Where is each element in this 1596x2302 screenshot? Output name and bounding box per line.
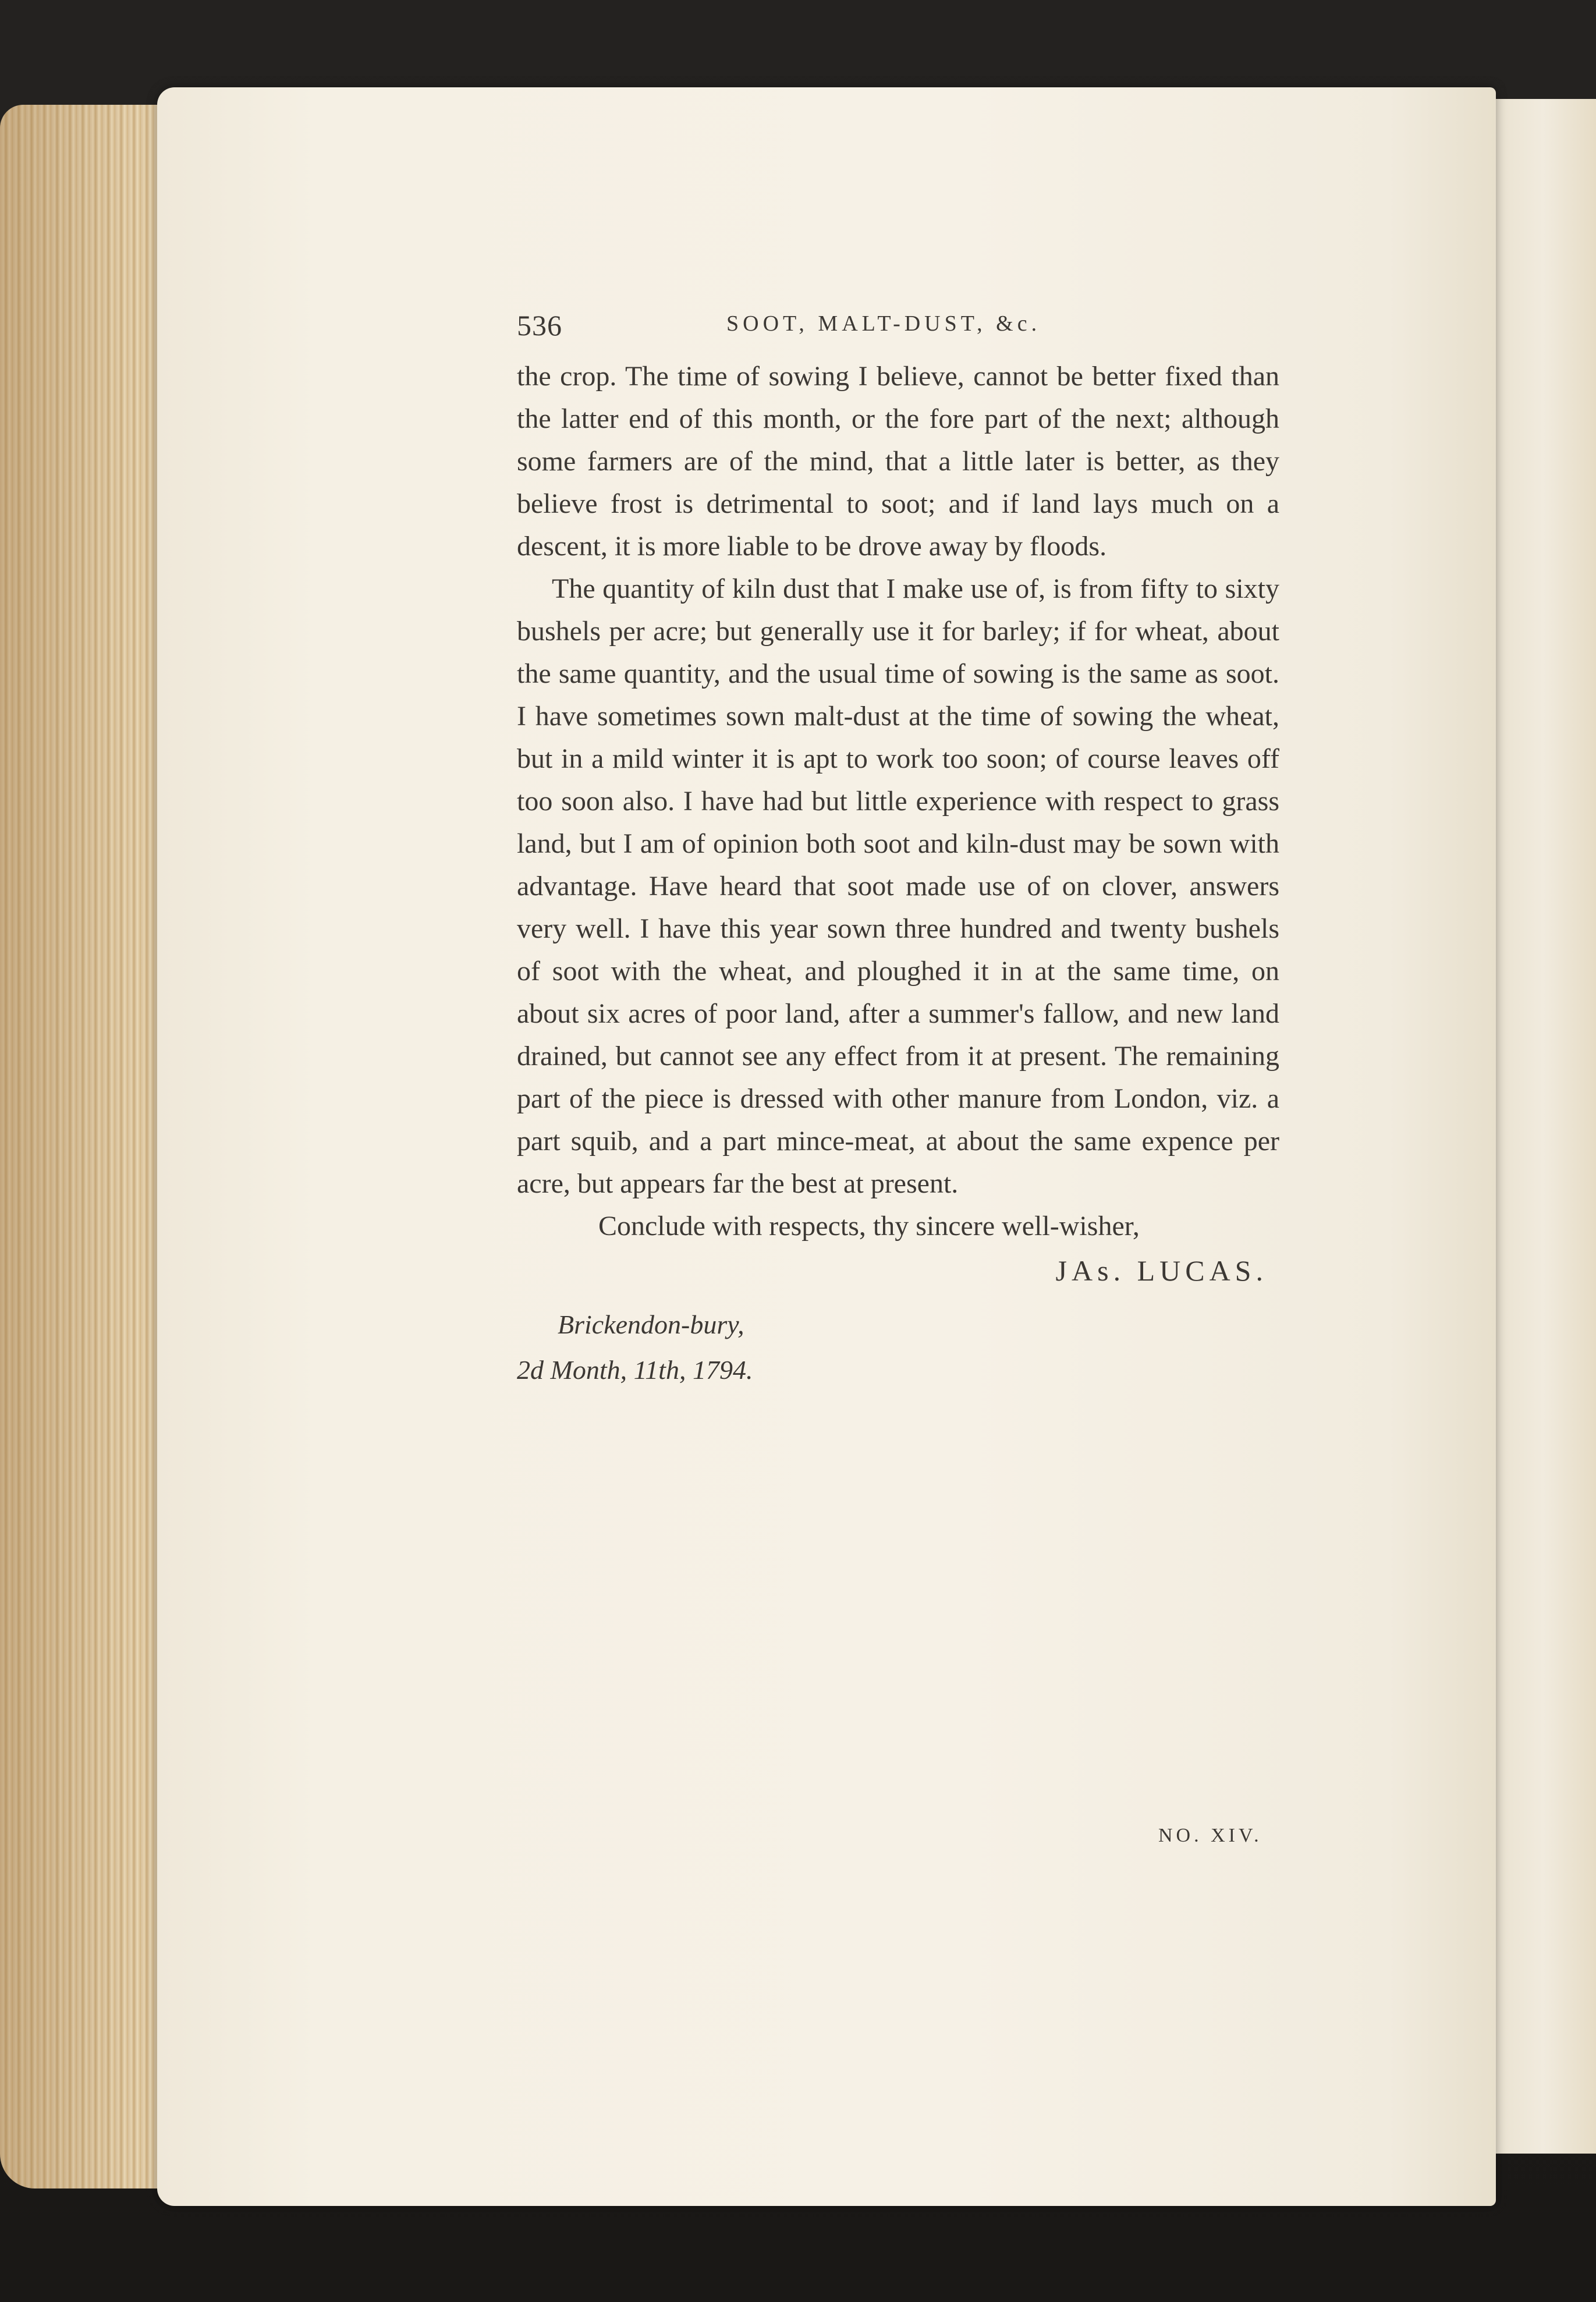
body-text [517,355,1279,1205]
place-line: Brickendon-bury, [558,1310,744,1339]
paragraph-2: The quantity of kiln dust that I make use of, is from fifty to sixty bushels per acre; but generally use it for barley; if for wheat, about the same quantity, and the usual time of sowing is the same as soot. I have sometimes sown malt-dust at the time of sowing the wheat, but in a mild winter it is apt to work too soon; of course leaves off too soon also. I have had but little experience with respect to grass land, but I am of opinion both soot and kiln-dust may be sown with advantage. Have heard that soot made use of on clover, answers very well. I have this year sown three hundred and twenty bushels of soot with the wheat, and ploughed it in at the same time, on about six acres of poor land, after a summer's fallow, and new land drained, but cannot see any effect from it at present. The remaining part of the piece is dressed with other manure from London, viz. a part squib, and a part mince-meat, at about the same expence per acre, but appears far the best at present. [517,573,1279,1199]
place-date [517,1302,1279,1393]
facing-page-edge [1490,99,1596,2154]
running-head-title: SOOT, MALT-DUST, &c. [726,311,1041,336]
closing-line: Conclude with respects, thy sincere well-wisher, [598,1211,1140,1242]
catchword: NO. XIV. [1158,1825,1262,1846]
text-block [517,308,1279,1393]
paragraph-1: the crop. The time of sowing I believe, cannot be better fixed than the latter end of this month, or the fore part of the next; although some farmers are of the mind, that a little later is better, as they believe frost is detrimental to soot; and if land lays much on a descent, it is more liable to be drove away by floods. [517,361,1279,562]
signature: JAs. LUCAS. [1055,1254,1268,1287]
running-head [517,308,1279,355]
date-line: 2d Month, 11th, 1794. [517,1355,753,1385]
page-number: 536 [517,309,562,342]
